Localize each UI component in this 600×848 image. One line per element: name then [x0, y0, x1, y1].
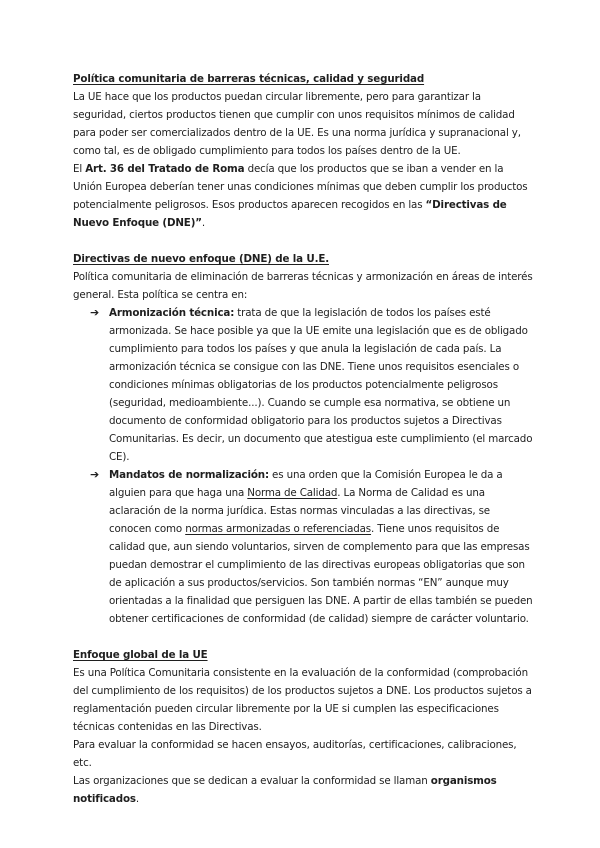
section-title-dne: Directivas de nuevo enfoque (DNE) de la U.E.: [73, 253, 329, 265]
text-run: El: [73, 163, 86, 175]
paragraph-ensayos: Para evaluar la conformidad se hacen ensayos, auditorías, certificaciones, calibraciones, etc.: [73, 739, 517, 769]
bullet-mandatos: [73, 466, 533, 628]
text-run: . La Norma de Calidad es una aclaración de la norma jurídica. Estas normas vinculadas a las directivas, se conocen como: [109, 487, 490, 535]
arrow-right-icon: ➔: [90, 468, 100, 481]
bold-dne: “Directivas de Nuevo Enfoque (DNE)”: [73, 199, 507, 229]
paragraph-libre-circulacion: La UE hace que los productos puedan circular libremente, pero para garantizar la seguridad, ciertos productos tienen que cumplir con unos requisitos mínimos de calidad para poder ser comercializados dentro de la UE. Es una norma jurídica y supranacional y, como tal, es de obligado cumplimiento para todos los países dentro de la UE.: [73, 91, 521, 157]
bullet-text-armonizacion: trata de que la legislación de todos los países esté armonizada. Se hace posible ya que la UE emite una legislación que es de obligado cumplimiento para todos los países y que anula la legislación de cada país. La armonización técnica se consigue con las DNE. Tiene unos requisitos esenciales o condiciones mínimas obligatorias de los productos potencialmente peligrosos (seguridad, medioambiente...). Cuando se cumple esa normativa, se obtiene un documento de conformidad obligatorio para los productos sujetos a Directivas Comunitarias. Es decir, un documento que atestigua este cumplimiento (el marcado CE).: [109, 307, 533, 463]
text-run: .: [201, 217, 205, 229]
text-run: Las organizaciones que se dedican a evaluar la conformidad se llaman: [73, 775, 431, 787]
paragraph-dne-intro: Política comunitaria de eliminación de barreras técnicas y armonización en áreas de interés general. Esta política se centra en:: [73, 271, 533, 301]
bullet-list: [73, 304, 533, 628]
underlined-normas-armonizadas: normas armonizadas o referenciadas: [185, 523, 372, 535]
paragraph-evaluacion-conformidad: Es una Política Comunitaria consistente en la evaluación de la conformidad (comprobación del cumplimiento de los requisitos) de los productos sujetos a DNE. Los productos sujetos a reglamentación pueden circular libremente por la UE si cumplen las especificaciones técnicas contenidas en las Directivas.: [73, 667, 532, 733]
bold-organismos-notificados: organismos notificados: [73, 775, 497, 805]
text-run: .: [135, 793, 139, 805]
bullet-title-mandatos: Mandatos de normalización:: [109, 469, 269, 481]
underlined-norma-calidad: Norma de Calidad: [247, 487, 338, 499]
text-run: . Tiene unos requisitos de calidad que, aun siendo voluntarios, sirven de complemento para que las empresas puedan demostrar el cumplimiento de las directivas europeas obligatorias que son de aplicación a sus productos/servicios. Son también normas “EN” aunque muy orientadas a la finalidad que persiguen las DNE. A partir de ellas también se pueden obtener certificaciones de conformidad (de calidad) siempre de carácter voluntario.: [109, 523, 533, 625]
bullet-title-armonizacion: Armonización técnica:: [109, 307, 235, 319]
text-run: decía que los productos que se iban a vender en la Unión Europea deberían tener unas condiciones mínimas que deben cumplir los productos potencialmente peligrosos. Esos productos aparecen recogidos en las: [73, 163, 528, 211]
section-title-enfoque-global: Enfoque global de la UE: [73, 649, 208, 661]
spacer: [73, 232, 533, 250]
paragraph-organismos: [73, 772, 533, 808]
paragraph-tratado-roma: [73, 160, 533, 232]
spacer: [73, 628, 533, 646]
text-run: es una orden que la Comisión Europea le da a alguien para que haga una: [109, 469, 503, 499]
section-title-barreras: Política comunitaria de barreras técnicas, calidad y seguridad: [73, 73, 425, 85]
bold-art-36: Art. 36 del Tratado de Roma: [85, 163, 245, 175]
bullet-armonizacion: [73, 304, 533, 466]
arrow-right-icon: ➔: [90, 306, 100, 319]
document-page: [73, 70, 533, 808]
